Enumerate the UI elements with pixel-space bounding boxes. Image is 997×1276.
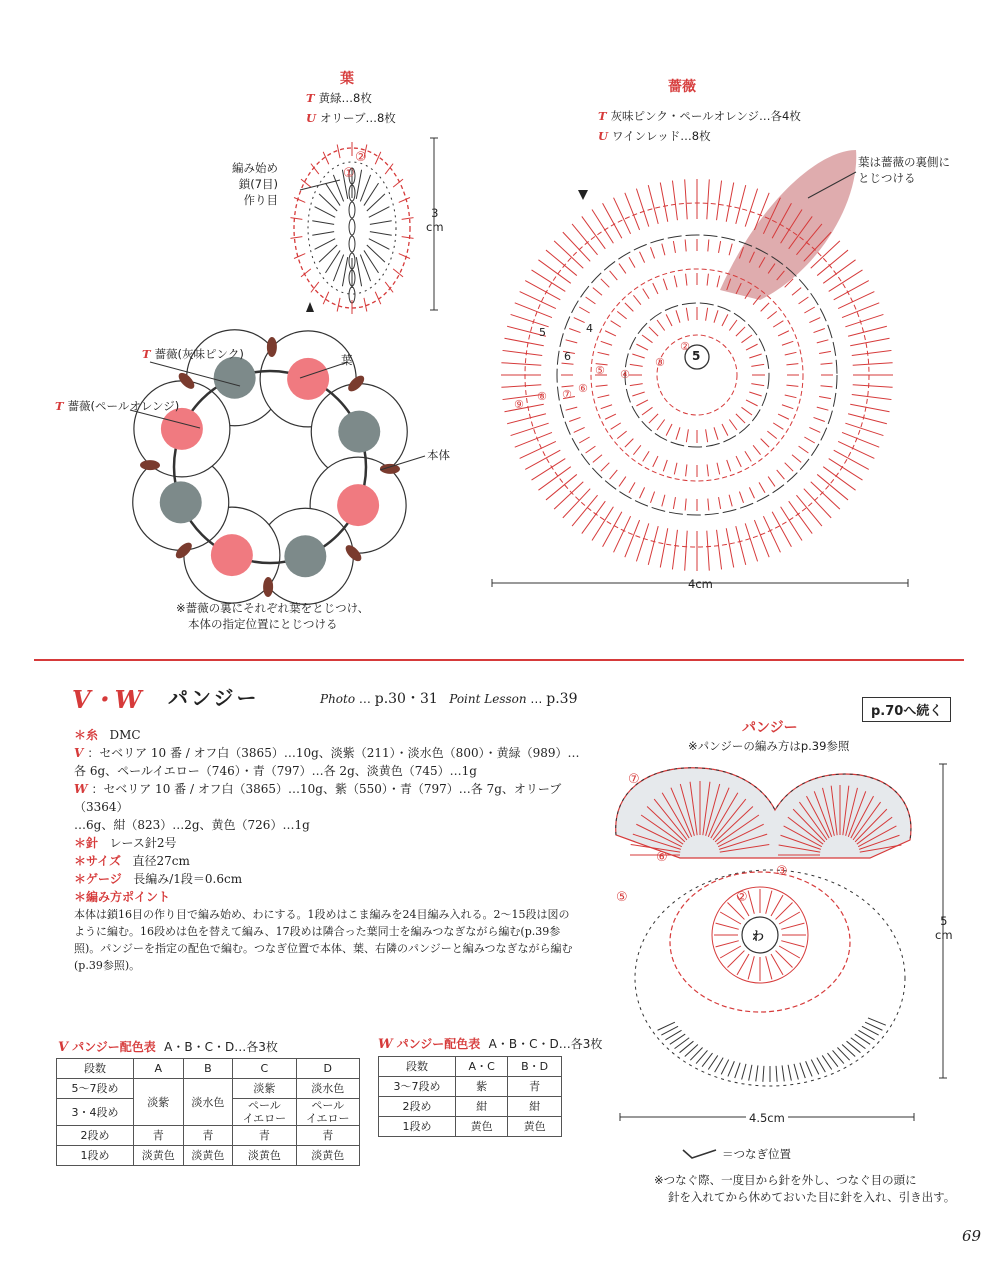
rose-round-9: ⑨ <box>514 398 524 411</box>
rose-yarn-u-text: ワインレッド…8枚 <box>612 129 711 143</box>
pansy-size-w: 4.5cm <box>746 1110 788 1127</box>
table-cell: C <box>233 1059 296 1079</box>
layout-pink-text: 薔薇(灰味ピンク) <box>154 347 244 361</box>
table-cell: 青 <box>508 1077 562 1097</box>
table-w-title-text: パンジー配色表 <box>396 1037 481 1051</box>
w-yarn-line2: …6g、紺（823）…2g、黄色（726）…1g <box>74 818 310 832</box>
pansy-round-3: ③ <box>776 864 788 879</box>
table-cell: 青 <box>183 1126 233 1146</box>
table-w-mark: W <box>378 1037 393 1052</box>
rose-round-6: ⑥ <box>578 382 588 395</box>
table-cell: 2段め <box>379 1097 456 1117</box>
table-row <box>379 1097 562 1117</box>
photo-pages: p.30・31 <box>374 691 438 707</box>
table-row <box>57 1079 360 1099</box>
table-cell: 青 <box>296 1126 359 1146</box>
photo-label: Photo <box>320 692 356 706</box>
point-dots: … <box>530 692 543 706</box>
layout-orange-mark: T <box>55 399 64 413</box>
table-row <box>57 1126 360 1146</box>
continue-box: p.70へ続く <box>862 697 951 722</box>
table-w-count: A・B・C・D…各3枚 <box>488 1037 603 1051</box>
rose-yarn-u-mark: U <box>598 129 609 143</box>
rose-size: 4cm <box>688 577 713 591</box>
yarn-mark-t: T <box>306 91 315 105</box>
table-cell: 5～7段め <box>57 1079 134 1099</box>
table-row <box>379 1077 562 1097</box>
table-cell: 紺 <box>456 1097 508 1117</box>
rose-yarn-t-mark: T <box>598 109 607 123</box>
gauge-label: ＊ゲージ <box>74 872 122 886</box>
table-v-count: A・B・C・D…各3枚 <box>164 1040 278 1054</box>
point-label: ＊編み方ポイント <box>74 890 171 904</box>
table-cell: 段数 <box>57 1059 134 1079</box>
rose-note-line1: 葉は薔薇の裏側に <box>858 155 950 169</box>
table-row <box>57 1059 360 1079</box>
cell-line: ペール <box>311 1099 345 1112</box>
w-text1: ：セベリア 10 番 / オフ白（3865）…10g、紫（550）・青（797）…各 7g、オリーブ（3364） <box>74 782 562 814</box>
photo-dots: … <box>358 692 371 706</box>
layout-label-leaf: 葉 <box>341 353 353 367</box>
leaf-yarn-t-text: 黄緑…8枚 <box>318 91 372 105</box>
layout-label-body: 本体 <box>427 448 450 462</box>
point-line4: (p.39参照)。 <box>74 959 141 972</box>
point-lesson-page: p.39 <box>546 691 578 707</box>
rose-label-6: 6 <box>564 350 571 363</box>
rose-round-3: ③ <box>655 356 665 369</box>
table-cell: 段数 <box>379 1057 456 1077</box>
pansy-round-7: ⑦ <box>628 772 640 787</box>
rose-yarn-t-text: 灰味ピンク・ペールオレンジ…各4枚 <box>610 109 801 123</box>
table-v <box>56 1058 360 1166</box>
cell-line: ペール <box>247 1099 281 1112</box>
table-cell: 2段め <box>57 1126 134 1146</box>
rose-round-7: ⑦ <box>562 388 572 401</box>
pansy-round-5: ⑤ <box>616 890 628 905</box>
pansy-size-h-unit: cm <box>935 928 953 942</box>
join-note-line2: 針を入れてから休めておいた目に針を入れ、引き出す。 <box>668 1190 956 1204</box>
table-cell: A <box>134 1059 184 1079</box>
table-row <box>57 1146 360 1166</box>
leaf-title: 葉 <box>340 71 354 87</box>
point-lesson-label: Point Lesson <box>449 692 527 706</box>
pansy-center: わ <box>752 929 765 943</box>
yarn-brand: DMC <box>109 728 141 742</box>
pansy-size-h-num: 5 <box>940 914 948 928</box>
point-line1: 本体は鎖16目の作り目で編み始め、わにする。1段めはこま編みを24目編み入れる。2～15段は図の <box>74 908 570 921</box>
yarn-mark-u: U <box>306 111 317 125</box>
table-cell: 青 <box>134 1126 184 1146</box>
layout-note-line1: ※薔薇の裏にそれぞれ葉をとじつけ、 <box>176 601 370 615</box>
leaf-start-line2: 鎖(7目) <box>238 177 278 191</box>
pansy-round-6: ⑥ <box>656 850 668 865</box>
needle-value: レース針2号 <box>109 836 177 850</box>
point-line2: ように編む。16段めは色を替えて編み、17段めは隣合った葉同士を編みつなぎながら編む(p.39参 <box>74 925 561 938</box>
size-value: 直径27cm <box>132 854 190 868</box>
rose-title: 薔薇 <box>668 79 696 95</box>
table-cell: 紺 <box>508 1097 562 1117</box>
table-cell: 黄色 <box>508 1117 562 1137</box>
needle-label: ＊針 <box>74 836 99 850</box>
table-v-title <box>58 1038 278 1055</box>
pansy-round-2: ② <box>736 890 748 905</box>
rose-round-5: ⑤ <box>595 364 605 377</box>
table-cell: 黄色 <box>456 1117 508 1137</box>
rose-label-5: 5 <box>539 326 546 339</box>
leaf-size-unit: cm <box>426 220 444 234</box>
table-cell: A・C <box>456 1057 508 1077</box>
table-cell: 淡水色 <box>183 1079 233 1126</box>
leaf-start-line3: 作り目 <box>243 193 278 207</box>
table-v-mark: V <box>58 1040 69 1055</box>
table-cell: 淡黄色 <box>134 1146 184 1166</box>
layout-note-line2: 本体の指定位置にとじつける <box>188 617 338 631</box>
join-note-line1: ※つなぐ際、一度目から針を外し、つなぐ目の頭に <box>654 1173 917 1187</box>
rose-center-number: 5 <box>692 349 701 363</box>
leaf-round-2: ② <box>355 150 367 165</box>
table-cell <box>233 1099 296 1126</box>
table-v-title-text: パンジー配色表 <box>72 1040 156 1054</box>
leaf-size-num: 3 <box>431 206 439 220</box>
table-w <box>378 1056 562 1137</box>
table-cell: 淡黄色 <box>296 1146 359 1166</box>
rose-note-line2: とじつける <box>858 171 916 185</box>
yarn-label: ＊糸 <box>74 728 99 742</box>
layout-pink-mark: T <box>142 347 151 361</box>
table-cell: 淡水色 <box>296 1079 359 1099</box>
join-note <box>654 1172 955 1206</box>
leaf-start-line1: 編み始め <box>232 161 278 175</box>
table-row <box>379 1057 562 1077</box>
v-mark: V <box>74 746 84 760</box>
table-cell: 淡紫 <box>134 1079 184 1126</box>
point-line3: 照)。パンジーを指定の配色で編む。つなぎ位置で本体、葉、右隣のパンジーと編みつなぎながら編む <box>74 942 573 955</box>
table-cell: 青 <box>233 1126 296 1146</box>
table-cell: 紫 <box>456 1077 508 1097</box>
leaf-round-1: ① <box>343 166 355 181</box>
table-cell: D <box>296 1059 359 1079</box>
rose-round-2: ② <box>680 340 690 353</box>
table-cell: 淡黄色 <box>233 1146 296 1166</box>
table-cell: B <box>183 1059 233 1079</box>
section-code: V・W <box>72 685 142 714</box>
pansy-note: ※パンジーの編み方はp.39参照 <box>688 739 850 753</box>
rose-round-4: ④ <box>620 368 630 381</box>
join-legend: ＝つなぎ位置 <box>722 1147 791 1161</box>
w-mark: W <box>74 782 88 796</box>
pansy-size-h <box>935 914 953 942</box>
table-cell <box>296 1099 359 1126</box>
layout-orange-text: 薔薇(ペールオレンジ) <box>67 399 180 413</box>
size-label: ＊サイズ <box>74 854 122 868</box>
gauge-value: 長編み/1段＝0.6cm <box>133 872 243 886</box>
section-title: パンジー <box>168 686 260 710</box>
cell-line: イエロー <box>306 1112 350 1125</box>
table-cell: 淡紫 <box>233 1079 296 1099</box>
table-cell: 3・4段め <box>57 1099 134 1126</box>
page-number: 69 <box>962 1227 982 1245</box>
cell-line: イエロー <box>242 1112 287 1125</box>
table-cell: 淡黄色 <box>183 1146 233 1166</box>
pansy-title: パンジー <box>742 720 798 736</box>
table-cell: 3～7段め <box>379 1077 456 1097</box>
table-w-title <box>378 1035 602 1052</box>
rose-label-4: 4 <box>586 322 593 335</box>
v-text1: ：セベリア 10 番 / オフ白（3865）…10g、淡紫（211）・淡水色（800）・黄緑（989）… <box>87 746 580 760</box>
rose-round-8: ⑧ <box>537 390 547 403</box>
leaf-yarn-u-text: オリーブ…8枚 <box>320 111 396 125</box>
v-yarn-line2: 各 6g、ペールイエロー（746）・青（797）…各 2g、淡黄色（745）…1g <box>74 764 477 778</box>
table-cell: B・D <box>508 1057 562 1077</box>
table-cell: 1段め <box>57 1146 134 1166</box>
table-cell: 1段め <box>379 1117 456 1137</box>
table-row <box>379 1117 562 1137</box>
